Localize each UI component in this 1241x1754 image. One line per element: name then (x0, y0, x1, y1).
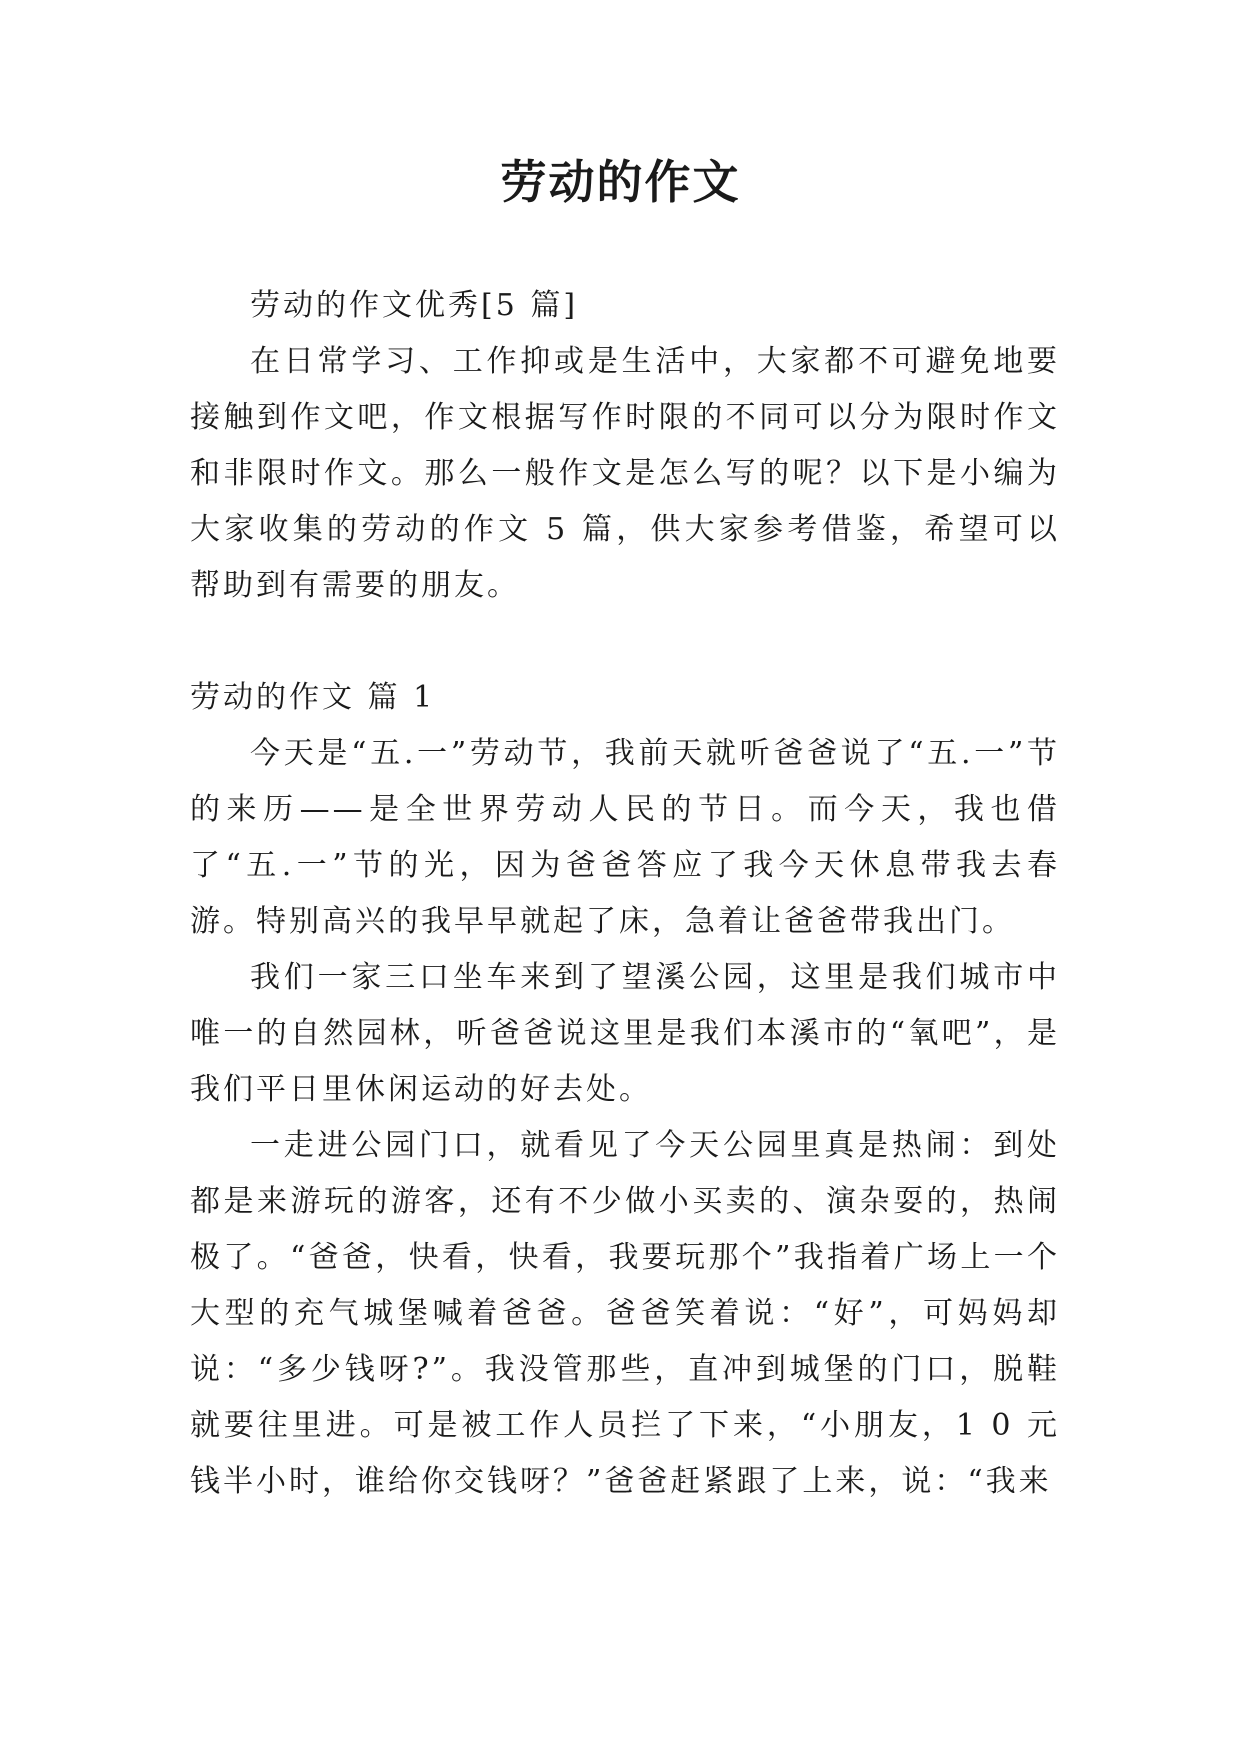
intro-paragraph: 在日常学习、工作抑或是生活中，大家都不可避免地要接触到作文吧，作文根据写作时限的不同可以分为限时作文和非限时作文。那么一般作文是怎么写的呢？以下是小编为大家收集的劳动的作文 5 篇，供大家参考借鉴，希望可以帮助到有需要的朋友。 (190, 344, 1060, 603)
body-paragraph: 今天是“五.一”劳动节，我前天就听爸爸说了“五.一”节的来历——是全世界劳动人民的节日。而今天，我也借了“五.一”节的光，因为爸爸答应了我今天休息带我去春游。特别高兴的我早早就起了床，急着让爸爸带我出门。 (190, 736, 1060, 939)
body-paragraph: 一走进公园门口，就看见了今天公园里真是热闹：到处都是来游玩的游客，还有不少做小买卖的、演杂耍的，热闹极了。“爸爸，快看，快看，我要玩那个”我指着广场上一个大型的充气城堡喊着爸爸。爸爸笑着说：“好”，可妈妈却说：“多少钱呀?”。我没管那些，直冲到城堡的门口，脱鞋就要往里进。可是被工作人员拦了下来，“小朋友，1 0 元钱半小时，谁给你交钱呀？”爸爸赶紧跟了上来，说：“我来 (190, 1128, 1060, 1499)
document-body (190, 278, 1060, 1510)
document-title: 劳动的作文 (500, 155, 741, 209)
document-subtitle: 劳动的作文优秀[5 篇] (250, 288, 579, 323)
section-heading: 劳动的作文 篇 1 (190, 680, 436, 715)
body-paragraph: 我们一家三口坐车来到了望溪公园，这里是我们城市中唯一的自然园林，听爸爸说这里是我们本溪市的“氧吧”，是我们平日里休闲运动的好去处。 (190, 960, 1060, 1107)
